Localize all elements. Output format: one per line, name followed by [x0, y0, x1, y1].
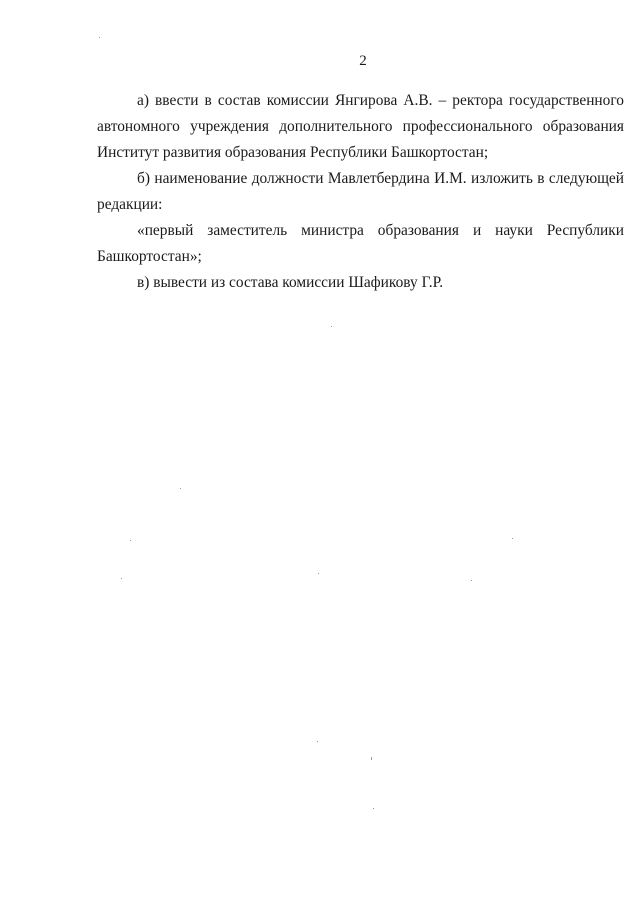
- page-number: 2: [359, 53, 367, 69]
- scan-speck: [99, 37, 100, 38]
- paragraph-rename-position: б) наименование должности Мавлетбердина И.М. изложить в следующей редакции:: [97, 170, 624, 213]
- scan-speck: [317, 741, 318, 742]
- scan-speck: [331, 326, 332, 327]
- scan-speck: [130, 540, 131, 541]
- scan-speck: [471, 580, 472, 581]
- paragraph-new-title: «первый заместитель министра образования и науки Республики Башкортостан»;: [97, 222, 624, 265]
- scan-speck: [512, 538, 513, 539]
- scan-speck: [180, 488, 181, 489]
- paragraph-add-member: а) ввести в состав комиссии Янгирова А.В. – ректора государственного автономного учреждения дополнительного профессионального образования Институт развития образования Республики Башкортостан;: [97, 92, 624, 161]
- scan-speck: [121, 578, 122, 579]
- scan-speck: [371, 757, 372, 760]
- paragraph-remove-member: в) вывести из состава комиссии Шафикову Г.Р.: [137, 274, 444, 291]
- document-body: [97, 88, 624, 296]
- scan-speck: [318, 573, 319, 574]
- scan-speck: [373, 808, 374, 809]
